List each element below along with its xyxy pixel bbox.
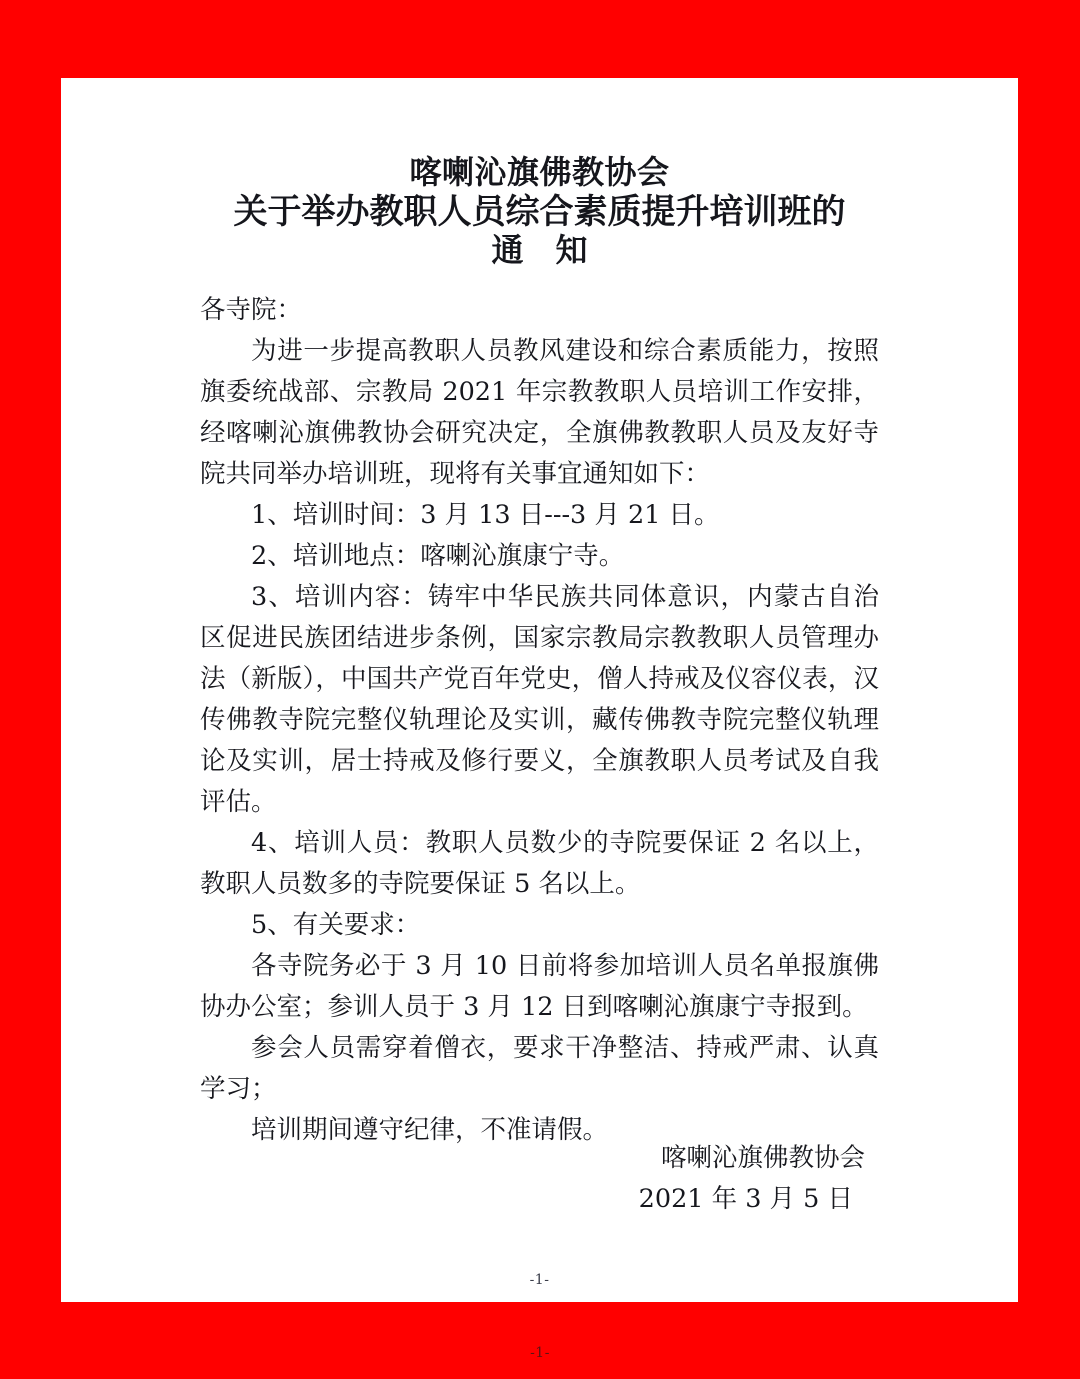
signature-block (200, 1138, 879, 1220)
title-line-organization: 喀喇沁旗佛教协会 (409, 153, 670, 191)
paragraph-intro: 为进一步提高教职人员教风建设和综合素质能力，按照旗委统战部、宗教局 2021 年宗教教职人员培训工作安排，经喀喇沁旗佛教协会研究决定，全旗佛教教职人员及友好寺院共同举办培训班，现将有关事宜通知如下： (200, 336, 879, 489)
document-title (61, 154, 1018, 270)
title-line-subject: 关于举办教职人员综合素质提升培训班的 (233, 191, 846, 232)
document-page (61, 78, 1018, 1302)
page-number: -1- (529, 1272, 550, 1288)
paragraph-item-2-training-location: 2、培训地点：喀喇沁旗康宁寺。 (251, 541, 625, 571)
paragraph-item-3-training-content: 3、培训内容：铸牢中华民族共同体意识，内蒙古自治区促进民族团结进步条例，国家宗教局宗教教职人员管理办法（新版），中国共产党百年党史，僧人持戒及仪容仪表，汉传佛教寺院完整仪轨理论及实训，藏传佛教寺院完整仪轨理论及实训，居士持戒及修行要义，全旗教职人员考试及自我评估。 (200, 582, 879, 817)
outer-page-number: -1- (530, 1345, 550, 1361)
salutation: 各寺院： (200, 295, 303, 325)
paragraph-item-5-discipline: 培训期间遵守纪律，不准请假。 (251, 1115, 609, 1145)
title-line-doctype: 通 知 (491, 230, 588, 269)
paragraph-item-5-dress-code: 参会人员需穿着僧衣，要求干净整洁、持戒严肃、认真学习； (200, 1033, 879, 1104)
paragraph-item-1-training-time: 1、培训时间：3 月 13 日---3 月 21 日。 (251, 500, 720, 530)
document-body (200, 290, 879, 1151)
paragraph-item-5-requirements: 5、有关要求： (251, 910, 421, 940)
signature-organization: 喀喇沁旗佛教协会 (660, 1143, 865, 1173)
paragraph-item-4-training-personnel: 4、培训人员：教职人员数少的寺院要保证 2 名以上，教职人员数多的寺院要保证 5 名以上。 (200, 828, 879, 899)
paragraph-item-5-registration: 各寺院务必于 3 月 10 日前将参加培训人员名单报旗佛协办公室；参训人员于 3 月 12 日到喀喇沁旗康宁寺报到。 (200, 951, 879, 1022)
signature-date: 2021 年 3 月 5 日 (638, 1184, 853, 1214)
